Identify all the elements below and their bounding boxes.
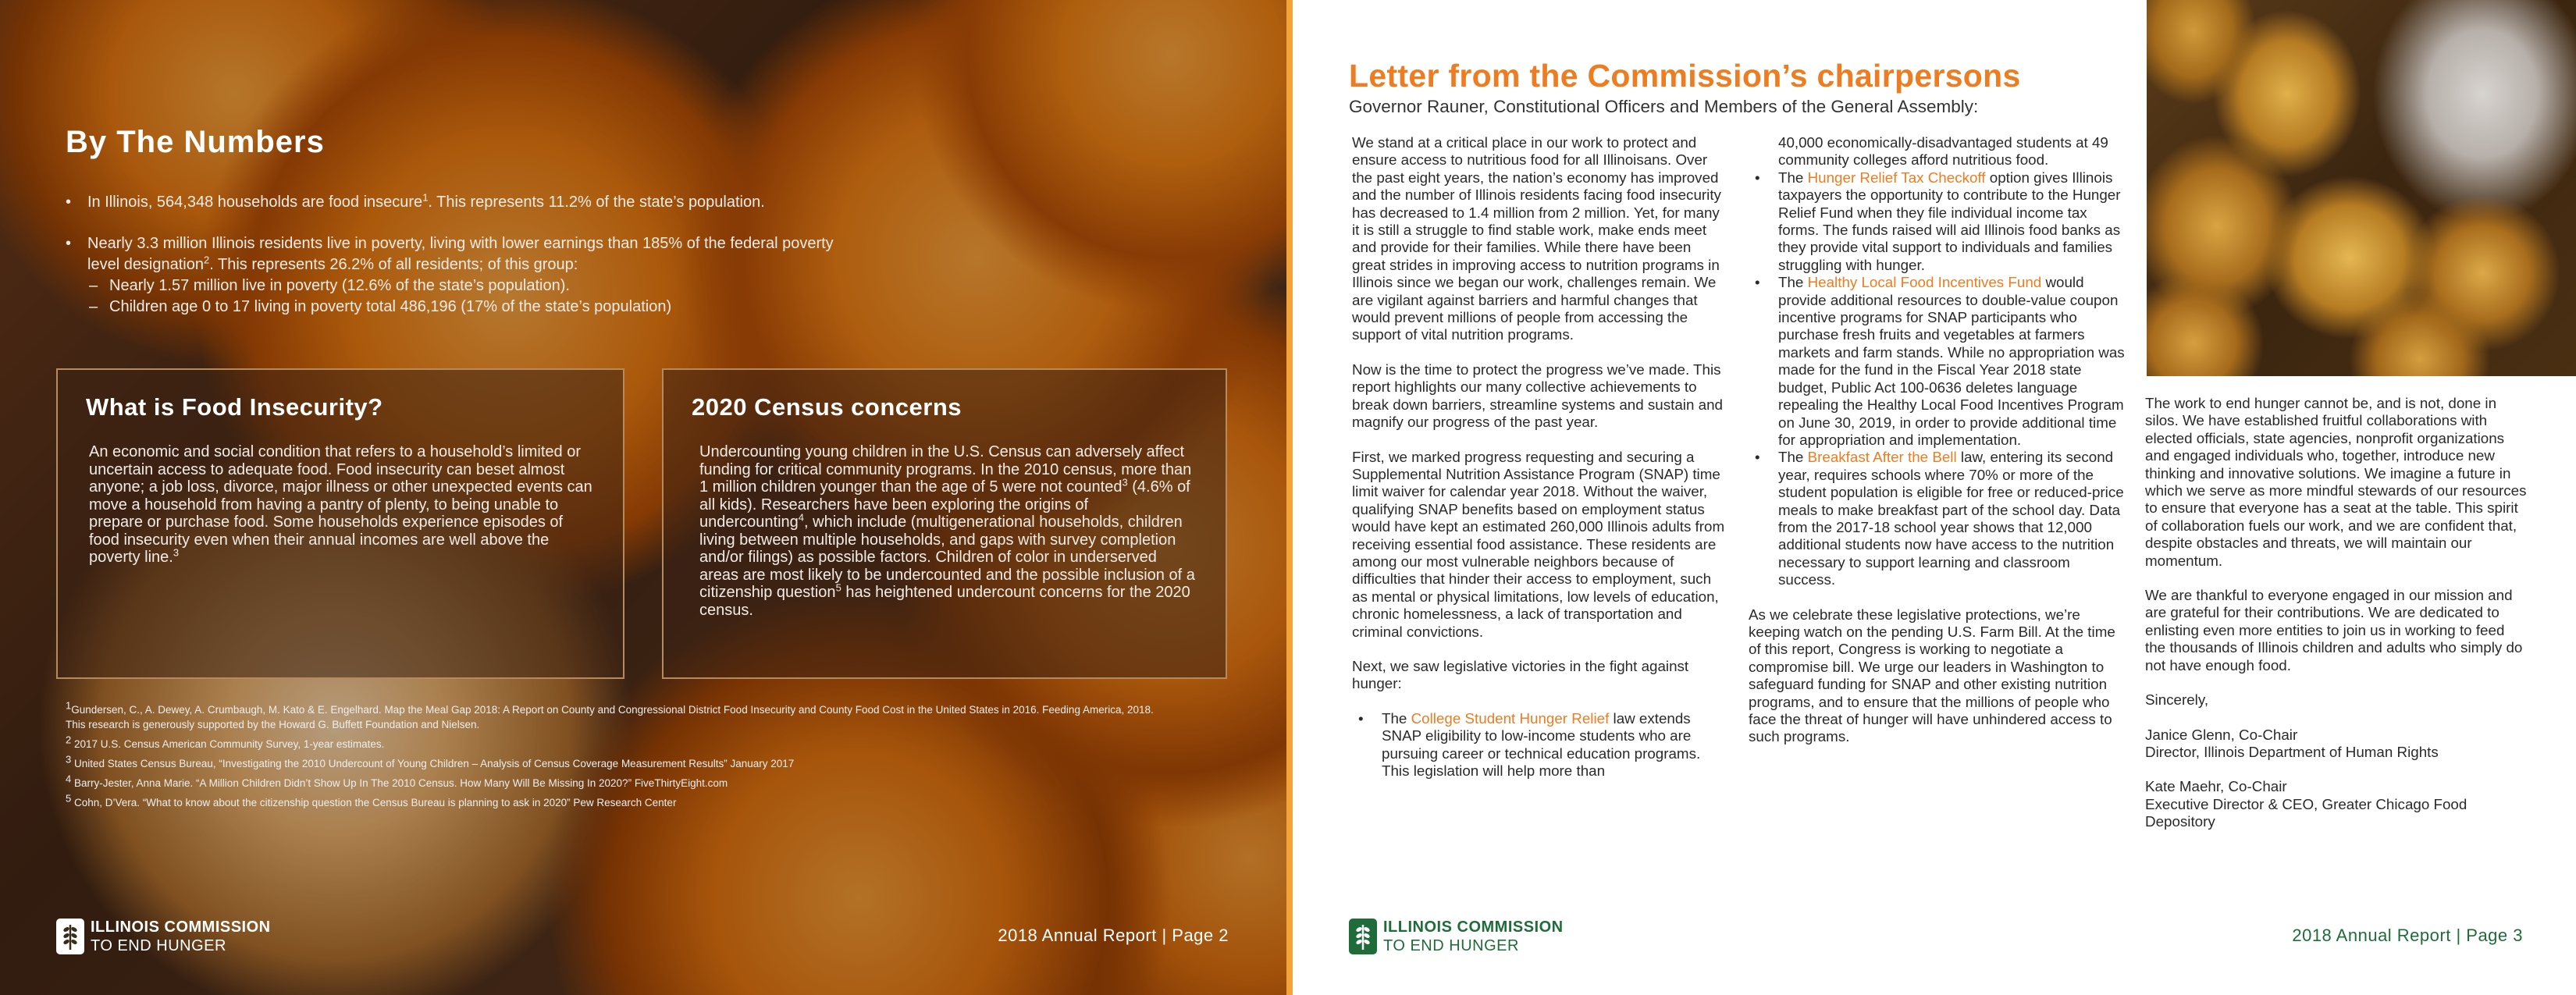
sub-bullet-children: – Children age 0 to 17 living in poverty total 486,196 (17% of the state’s population) [66, 297, 846, 318]
logo-line-1: ILLINOIS COMMISSION [91, 919, 271, 936]
highlight-breakfast-after-the-bell: Breakfast After the Bell [1807, 449, 1957, 466]
footnote-2: $^2$ 2017 U.S. Census American Community Survey, 1-year estimates. [66, 734, 385, 750]
paragraph: As we celebrate these legislative protections, we’re keeping watch on the pending U.S. Farm Bill. At the time of this report, Congress is working to negotiate a compromise bill. We urge our leaders in Washington to safeguard funding for SNAP and other existing nutrition programs, and to ensure that the millions of people who face the threat of hunger will have unhindered access to such programs. [1749, 606, 2115, 745]
bullet-healthy-local-food: • The Healthy Local Food Incentives Fund would provide additional resources to double-value coupon incentive programs for SNAP participants who purchase fresh fruits and vegetables at farmers markets and farm stands. While no appropriation was made for the fund in the Fiscal Year 2018 state budget, Public Act 100-0636 deletes language repealing the Healthy Local Food Incentives Program on June 30, 2019, in order to provide additional time for appropriation and implementation. [1749, 274, 2129, 449]
paragraph: First, we marked progress requesting and securing a Supplemental Nutrition Assistance Program (SNAP) time limit waiver for calendar year 2018. Without the waiver, qualifying SNAP benefits based on employment status would have kept an estimated 260,000 Illinois adults from receiving essential food assistance. These residents are among our most vulnerable neighbors because of difficulties that hinder their access to employment, such as mental or physical limitations, low levels of education, chronic homelessness, a lack of transportation and criminal convictions. [1352, 448, 1725, 640]
bullet-poverty: • Nearly 3.3 million Illinois residents live in poverty, living with lower earnings than 185% of the federal poverty level designation$^2$. This represents 26.2% of all residents; of this group: [66, 233, 846, 275]
numbers-bullets [66, 192, 846, 318]
footnote-4: $^4$ Barry-Jester, Anna Marie. “A Million Children Didn’t Show Up In The 2010 Census. How Many Will Be Missing In 2020?” FiveThirtyEight.com [66, 773, 728, 789]
by-the-numbers-heading: By The Numbers [66, 125, 325, 159]
census-concerns-text: Undercounting young children in the U.S. Census can adversely affect funding for critical community programs. In the 2010 census, more than 1 million children younger than the age of 5 were not counted$^3$ (4.6% of all kids). Researchers have been exploring the origins of undercounting$^4$, which include (multigenerational households, children living between multiple households, and gaps with survey completion and/or filings) as possible factors. Children of color in underserved areas are most likely to be undercounted and the possible inclusion of a citizenship question$^5$ has heightened undercount concerns for the 2020 census. [699, 443, 1195, 619]
bullet-households: • In Illinois, 564,348 households are food insecure$^1$. This represents 11.2% of the state’s population. [66, 192, 846, 213]
highlight-healthy-local-food-incentives-fund: Healthy Local Food Incentives Fund [1807, 274, 2042, 291]
letter-column-1 [1352, 134, 1727, 780]
bullet-tax-checkoff: • The Hunger Relief Tax Checkoff option gives Illinois taxpayers the opportunity to contribute to the Hunger Relief Fund when they file individual income tax forms. The funds raised will aid Illinois food banks as they provide vital support to individuals and families struggling with hunger. [1749, 169, 2129, 274]
paragraph: Next, we saw legislative victories in the fight against hunger: [1352, 657, 1689, 692]
food-insecurity-text: An economic and social condition that refers to a household’s limited or uncertain access to adequate food. Food insecurity can beset almost anyone; a job loss, divorce, major illness or other unexpected events can move a household from having a pantry of plenty, to being unable to prepare or purchase food. Some households experience episodes of food insecurity even when their annual incomes are well above the poverty line.$^3$ [89, 443, 592, 566]
bullet-breakfast-after-bell: • The Breakfast After the Bell law, entering its second year, requires schools where 70% or more of the student population is eligible for free or reduced-price meals to make breakfast part of the school day. Data from the 2017-18 school year shows that 12,000 additional students now have access to the nutrition necessary to support learning and classroom success. [1749, 449, 2129, 588]
wheat-logo-icon [1349, 919, 1377, 954]
spine-divider [1286, 0, 1293, 995]
footnote-1: $^1$Gundersen, C., A. Dewey, A. Crumbaugh, M. Kato & E. Engelhard. Map the Meal Gap 2018: A Report on County and Congressional District Food Insecurity and County Food Cost in the United States in 2016. Feeding America, 2018. This research is generously supported by the Howard G. Buffett Foundation and Nielsen. [66, 699, 1154, 730]
paragraph: Sincerely, [2145, 691, 2209, 709]
census-concerns-heading: 2020 Census concerns [692, 393, 962, 421]
sub-bullet-poverty: – Nearly 1.57 million live in poverty (12.6% of the state’s population). [66, 275, 846, 297]
signature-block-1: Janice Glenn, Co-Chair Director, Illinois Department of Human Rights [2145, 726, 2439, 760]
commission-logo [56, 918, 271, 955]
bullet-college-student: • The College Student Hunger Relief law extends SNAP eligibility to low-income students who are pursuing career or technical education programs. This legislation will help more than [1352, 710, 1727, 780]
logo-line-2: TO END HUNGER [91, 937, 226, 954]
food-insecurity-heading: What is Food Insecurity? [86, 393, 383, 421]
letter-salutation: Governor Rauner, Constitutional Officers and Members of the General Assembly: [1349, 97, 1979, 116]
page-number-left: 2018 Annual Report | Page 2 [998, 926, 1229, 945]
footnote-5: $^5$ Cohn, D’Vera. “What to know about the citizenship question the Census Bureau is planning to ask in 2020” Pew Research Center [66, 792, 677, 808]
wheat-logo-icon [56, 919, 84, 954]
footnotes [66, 699, 1174, 815]
census-concerns-box [662, 368, 1227, 679]
right-page [1290, 0, 2576, 995]
paragraph: We are thankful to everyone engaged in our mission and are grateful for their contributions. We are dedicated to enlisting even more entities to join us in working to feed the thousands of Illinois children and adults who simply do not have enough food. [2145, 587, 2523, 673]
food-insecurity-box [56, 368, 624, 679]
letter-column-3 [2145, 395, 2528, 848]
paragraph: 40,000 economically-disadvantaged students at 49 community colleges afford nutritious food. [1778, 134, 2108, 169]
highlight-college-student-hunger-relief: College Student Hunger Relief [1411, 709, 1610, 727]
highlight-hunger-relief-tax-checkoff: Hunger Relief Tax Checkoff [1807, 169, 1986, 186]
page-number-right: 2018 Annual Report | Page 3 [2292, 926, 2523, 945]
commission-logo [1349, 918, 1564, 955]
logo-line-1: ILLINOIS COMMISSION [1383, 919, 1564, 936]
footnote-3: $^3$ United States Census Bureau, “Investigating the 2010 Undercount of Young Children – Analysis of Census Coverage Measurement Results” January 2017 [66, 753, 795, 769]
logo-line-2: TO END HUNGER [1383, 937, 1519, 954]
pears-photo [2147, 0, 2576, 376]
paragraph: Now is the time to protect the progress we’ve made. This report highlights our many collective achievements to break down barriers, streamline systems and sustain and magnify our progress of the past year. [1352, 361, 1723, 431]
letter-column-2 [1749, 134, 2129, 763]
paragraph: We stand at a critical place in our work to protect and ensure access to nutritious food for all Illinoisans. Over the past eight years, the nation’s economy has improved and the number of Illinois residents facing food insecurity has decreased to 1.4 million from 2 million. Yet, for many it is still a struggle to find stable work, make ends meet and provide for their families. While there have been great strides in improving access to nutrition programs in Illinois since we began our work, challenges remain. We are vigilant against barriers and harmful changes that would prevent millions of people from accessing the support of vital nutrition programs. [1352, 134, 1721, 343]
paragraph: The work to end hunger cannot be, and is not, done in silos. We have established fruitful collaborations with elected officials, state agencies, nonprofit organizations and engaged individuals who, together, introduce new thinking and innovative solutions. We imagine a future in which we serve as more mindful stewards of our resources to ensure that everyone has a seat at the table. This spirit of collaboration fuels our work, and we are confident that, despite obstacles and threats, we will maintain our momentum. [2145, 395, 2527, 569]
signature-block-2: Kate Maehr, Co-Chair Executive Director & CEO, Greater Chicago Food Depository [2145, 778, 2467, 830]
letter-title: Letter from the Commission’s chairpersons [1349, 58, 2021, 94]
